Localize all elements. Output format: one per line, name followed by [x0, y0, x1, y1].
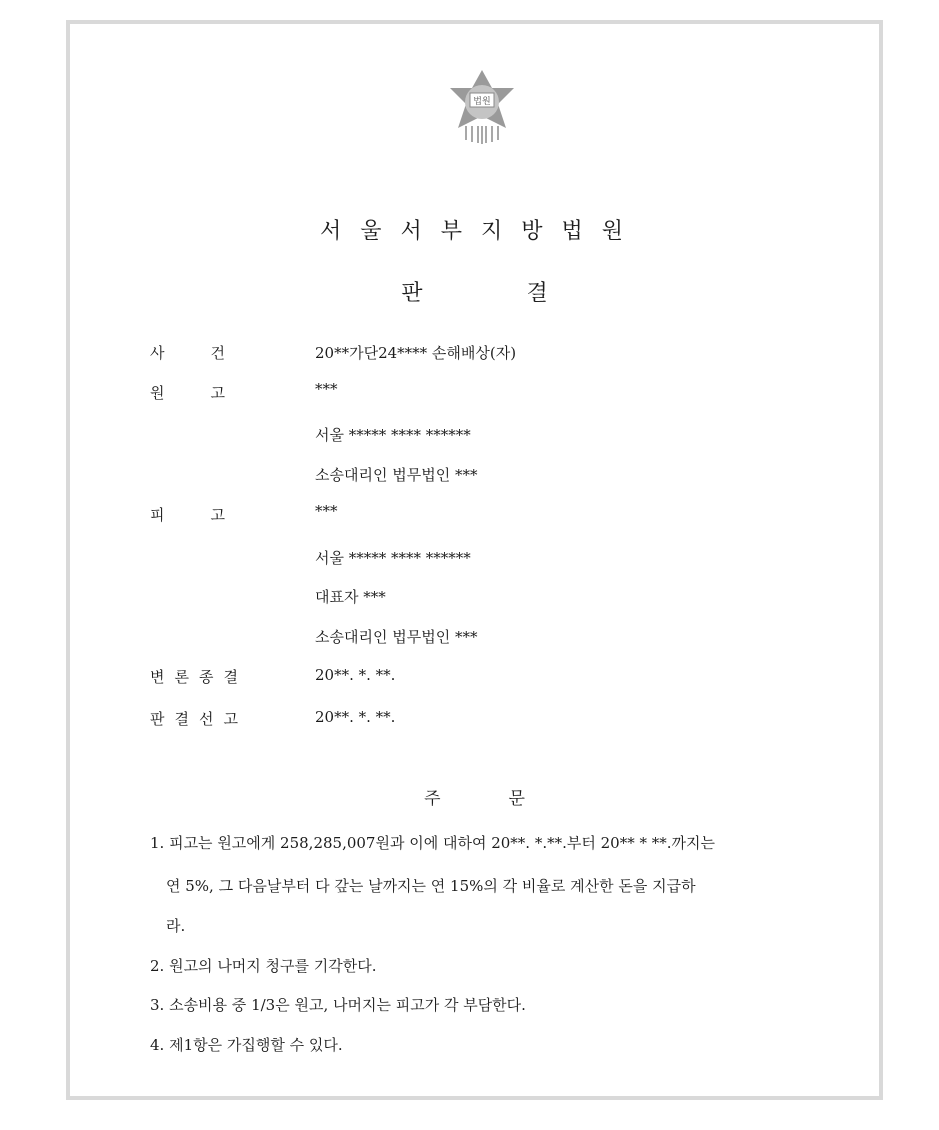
- order-item-1-line-3: 라.: [166, 917, 186, 935]
- plaintiff-address: 서울 ***** **** ******: [315, 426, 471, 444]
- case-value: 20**가단24**** 손해배상(자): [315, 344, 517, 362]
- order-heading: [70, 784, 879, 809]
- plaintiff-name: ***: [315, 380, 338, 398]
- ruling-date: 20**. *. **.: [315, 708, 396, 726]
- order-heading-char-1: 주: [424, 789, 441, 809]
- defendant-representative: 대표자 ***: [315, 588, 386, 606]
- closing-label: 변 론 종 결: [150, 668, 238, 686]
- plaintiff-label: 원 고: [150, 384, 225, 402]
- plaintiff-counsel: 소송대리인 법무법인 ***: [315, 466, 478, 484]
- defendant-address: 서울 ***** **** ******: [315, 549, 471, 567]
- judgment-document: [66, 20, 883, 1100]
- case-label: 사 건: [150, 344, 225, 362]
- defendant-name: ***: [315, 502, 338, 520]
- closing-date: 20**. *. **.: [315, 666, 396, 684]
- order-item-2: 2. 원고의 나머지 청구를 기각한다.: [150, 957, 377, 975]
- title-char-2: 결: [526, 281, 548, 306]
- defendant-label: 피 고: [150, 506, 225, 524]
- title-char-1: 판: [401, 281, 423, 306]
- court-emblem-icon: [442, 68, 522, 148]
- order-item-3: 3. 소송비용 중 1/3은 원고, 나머지는 피고가 각 부담한다.: [150, 996, 526, 1014]
- order-item-4: 4. 제1항은 가집행할 수 있다.: [150, 1036, 343, 1054]
- ruling-label: 판 결 선 고: [150, 710, 238, 728]
- court-name: 서 울 서 부 지 방 법 원: [320, 219, 629, 244]
- document-title: [70, 276, 879, 307]
- order-heading-char-2: 문: [508, 789, 525, 809]
- order-item-1-line-1: 1. 피고는 원고에게 258,285,007원과 이에 대하여 20**. *.**.부터 20** * **.까지는: [150, 834, 715, 852]
- defendant-counsel: 소송대리인 법무법인 ***: [315, 628, 478, 646]
- order-item-1-line-2: 연 5%, 그 다음날부터 다 갚는 날까지는 연 15%의 각 비율로 계산한 돈을 지급하: [166, 877, 696, 895]
- svg-text:법원: 법원: [473, 97, 491, 107]
